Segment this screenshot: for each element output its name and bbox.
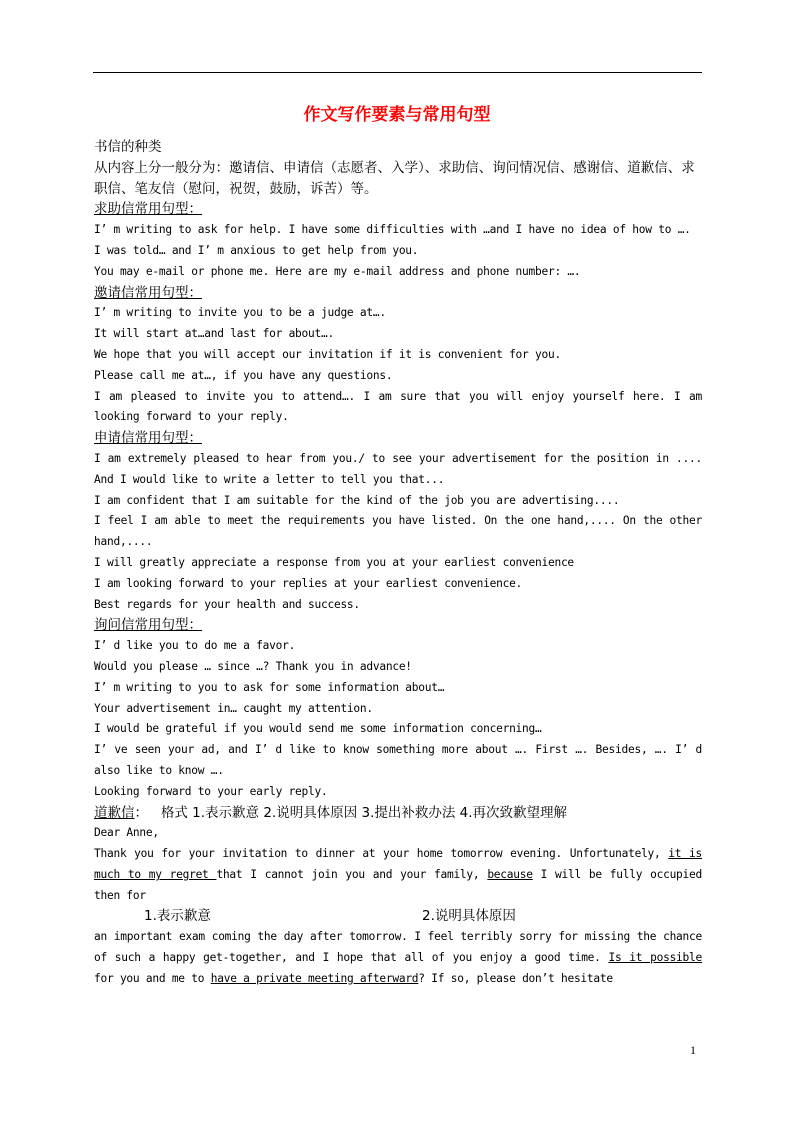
sentence-line: I am pleased to invite you to attend…. I am sure that you will enjoy yourself here. I am looking forward to your reply. bbox=[94, 389, 702, 424]
sentence-line: Your advertisement in… caught my attention. bbox=[94, 701, 373, 715]
header-rule bbox=[93, 72, 702, 73]
sentence-line: I will greatly appreciate a response from you at your earliest convenience bbox=[94, 555, 574, 569]
sentence-line: I feel I am able to meet the requirements you have listed. On the one hand,.... On the other hand,.... bbox=[94, 514, 702, 549]
letter-paragraph-2: an important exam coming the day after tomorrow. I feel terribly sorry for missing the chance of such a happy get-together, and I hope that all of you enjoy a good time. Is it possible for you and me to have a private meeting afterward? If so, please don’t hesitate bbox=[94, 930, 702, 985]
section-heading: 求助信常用句型： bbox=[94, 201, 202, 218]
marker-apology: 1.表示歉意 bbox=[144, 908, 211, 925]
letter-paragraph-1: Thank you for your invitation to dinner at your home tomorrow evening. Unfortunately, it is much to my regret that I cannot join you and your family, because I will be fully occupied then for bbox=[94, 847, 702, 902]
sentence-line: I’ ve seen your ad, and I’ d like to know something more about …. First …. Besides, …. I’ d also like to know …. bbox=[94, 743, 702, 777]
sentence-line: I’ m writing to ask for help. I have some difficulties with …and I have no idea of how to …. bbox=[94, 223, 691, 237]
underlined-phrase: because bbox=[487, 867, 533, 881]
sentence-line: I am extremely pleased to hear from you./ to see your advertisement for the position in .... And I would like to write a letter to tell you that... bbox=[94, 451, 702, 486]
sentence-line: I am looking forward to your replies at your earliest convenience. bbox=[94, 576, 523, 590]
section-heading: 询问信常用句型： bbox=[94, 617, 202, 634]
page-number: 1 bbox=[690, 1043, 696, 1057]
sentence-line: We hope that you will accept our invitation if it is convenient for you. bbox=[94, 347, 561, 361]
annotation-markers bbox=[94, 906, 702, 927]
underlined-phrase: have a private meeting afterward bbox=[210, 971, 419, 985]
sentence-line: Best regards for your health and success. bbox=[94, 597, 360, 611]
sentence-line: I’ m writing to invite you to be a judge at…. bbox=[94, 306, 386, 320]
sentence-line: Please call me at…, if you have any questions. bbox=[94, 368, 393, 382]
sentence-line: I’ m writing to you to ask for some information about… bbox=[94, 680, 445, 694]
page-title: 作文写作要素与常用句型 bbox=[303, 105, 491, 125]
sentence-line: I would be grateful if you would send me some information concerning… bbox=[94, 722, 542, 736]
sentence-line: It will start at…and last for about…. bbox=[94, 327, 334, 341]
intro-heading: 书信的种类 bbox=[94, 139, 162, 155]
section-application bbox=[94, 428, 702, 615]
apology-heading-line: 道歉信： 格式 1.表示歉意 2.说明具体原因 3.提出补救办法 4.再次致歉望理解 bbox=[94, 804, 568, 821]
section-apology bbox=[94, 803, 702, 990]
section-heading: 申请信常用句型： bbox=[94, 430, 202, 447]
section-invitation bbox=[94, 283, 702, 429]
underlined-phrase: it is much to my regret bbox=[94, 847, 702, 881]
salutation: Dear Anne, bbox=[94, 826, 159, 840]
intro-text: 从内容上分一般分为：邀请信、申请信（志愿者、入学）、求助信、询问情况信、感谢信、道歉信、求职信、笔友信（慰问，祝贺，鼓励，诉苦）等。 bbox=[94, 159, 695, 197]
sentence-line: I’ d like you to do me a favor. bbox=[94, 639, 296, 653]
apology-format: 格式 1.表示歉意 2.说明具体原因 3.提出补救办法 4.再次致歉望理解 bbox=[160, 804, 568, 821]
sentence-line: Looking forward to your early reply. bbox=[94, 784, 328, 798]
section-heading: 道歉信 bbox=[94, 804, 135, 821]
sentence-line: I am confident that I am suitable for the kind of the job you are advertising.... bbox=[94, 493, 620, 507]
section-heading: 邀请信常用句型： bbox=[94, 284, 202, 301]
section-help bbox=[94, 199, 702, 282]
sentence-line: Would you please … since …? Thank you in advance! bbox=[94, 659, 412, 673]
document-body bbox=[94, 137, 702, 990]
sentence-line: You may e-mail or phone me. Here are my e-mail address and phone number: …. bbox=[94, 264, 581, 278]
marker-reason: 2.说明具体原因 bbox=[422, 908, 516, 925]
sentence-line: I was told… and I’ m anxious to get help from you. bbox=[94, 243, 419, 257]
section-inquiry bbox=[94, 615, 702, 802]
underlined-phrase: Is it possible bbox=[608, 951, 702, 965]
